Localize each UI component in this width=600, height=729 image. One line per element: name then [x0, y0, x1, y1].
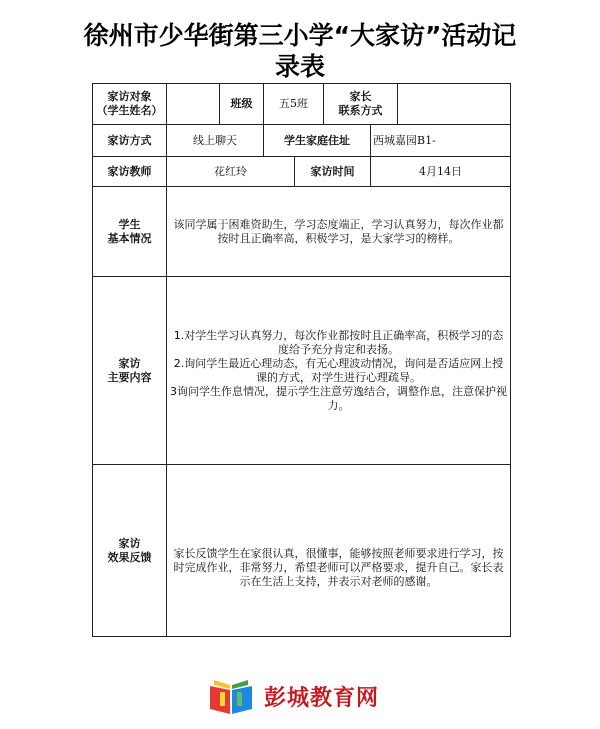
feedback-label: 家访 效果反馈: [93, 465, 167, 637]
table-row: [93, 84, 511, 125]
class-value: 五5班: [264, 84, 324, 125]
main-content-item: 3询问学生作息情况，提示学生注意劳逸结合，调整作息，注意保护视力。: [170, 384, 507, 412]
table-row: [93, 157, 511, 187]
title-line-1: 徐州市少华街第三小学“大家访”活动记: [83, 21, 517, 50]
main-content-cell: [167, 277, 511, 465]
basic-info-label: 学生 基本情况: [93, 187, 167, 277]
table-row: [93, 125, 511, 157]
visit-teacher-label: 家访教师: [93, 157, 167, 187]
visit-method-label: 家访方式: [93, 125, 167, 157]
visit-time-value: 4月14日: [371, 157, 511, 187]
home-address-label: 学生家庭住址: [264, 125, 371, 157]
parent-contact-value: [398, 84, 511, 125]
visit-teacher-value: 花红玲: [167, 157, 295, 187]
visit-record-table: [92, 83, 511, 637]
site-logo: [206, 676, 406, 716]
table-row: [93, 277, 511, 465]
visit-method-value: 线上聊天: [167, 125, 264, 157]
student-name-label: 家访对象 （学生姓名）: [93, 84, 167, 125]
main-content-item: 1.对学生学习认真努力，每次作业都按时且正确率高，积极学习的态度给予充分肯定和表扬。: [173, 328, 504, 356]
feedback-content: 家长反馈学生在家很认真，很懂事，能够按照老师要求进行学习，按时完成作业，非常努力，希望老师可以严格要求，提升自己。家长表示在生活上支持，并表示对老师的感谢。: [167, 465, 511, 637]
table-row: [93, 187, 511, 277]
main-content-label: 家访 主要内容: [93, 277, 167, 465]
basic-info-content: 该同学属于困难资助生，学习态度端正，学习认真努力，每次作业都按时且正确率高，积极学习，是大家学习的榜样。: [167, 187, 511, 277]
class-label: 班级: [220, 84, 264, 125]
home-address-value: 西城嘉园B1-: [371, 125, 511, 157]
logo-text: 彭城教育网: [264, 685, 380, 711]
book-icon: [206, 676, 256, 716]
visit-time-label: 家访时间: [295, 157, 371, 187]
main-content-item: 2.询问学生最近心理动态，有无心理波动情况，询问是否适应网上授课的方式，对学生进行心理疏导。: [173, 356, 504, 384]
student-name-value: [167, 84, 220, 125]
parent-contact-label: 家长 联系方式: [324, 84, 398, 125]
table-row: [93, 465, 511, 637]
page-title: [70, 20, 530, 82]
title-line-2: 录表: [274, 52, 325, 81]
